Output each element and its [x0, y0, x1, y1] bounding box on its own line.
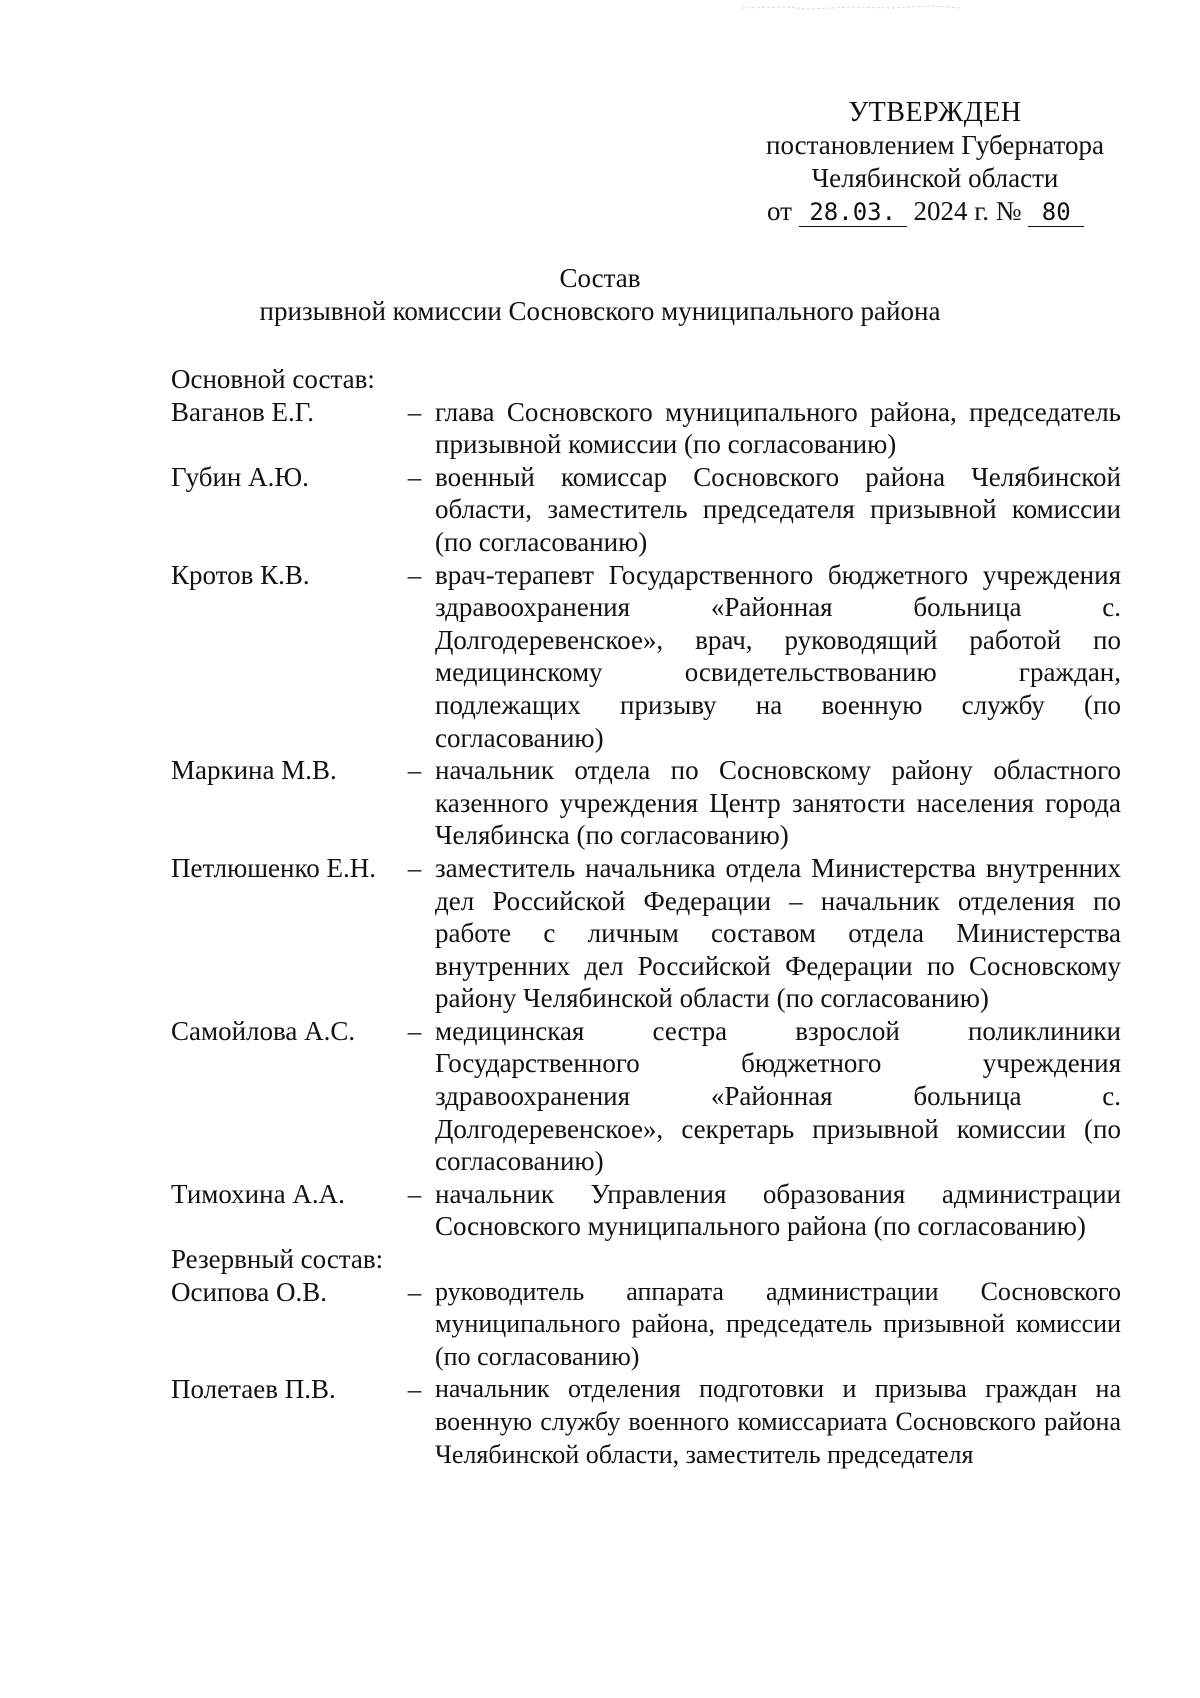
document-heading: [120, 262, 1080, 328]
year-number-text: 2024 г. №: [913, 196, 1022, 226]
reserve-section: [171, 1243, 1121, 1471]
member-name: Осипова О.В.: [171, 1276, 328, 1307]
approval-line-1: постановлением Губернатора: [766, 130, 1104, 160]
member-duty: врач-терапевт Государственного бюджетного учреждения здравоохранения «Районная больница с. Долгодеревенское», врач, руководящий работой по медицинскому освидетельствованию граждан, подлежащих призыву на военную службу (по согласованию): [435, 559, 1121, 753]
document-subtitle: призывной комиссии Сосновского муниципального района: [259, 296, 941, 326]
member-dash: –: [407, 396, 422, 427]
member-name: Тимохина А.А.: [171, 1178, 345, 1209]
main-members-list: [171, 396, 1121, 1243]
member-row: [171, 1276, 1121, 1374]
member-row: [171, 1373, 1121, 1471]
member-row: [171, 559, 1121, 755]
document-number: 80: [1028, 198, 1084, 227]
member-dash: –: [407, 1374, 422, 1405]
member-duty: начальник отдела по Сосновскому району областного казенного учреждения Центр занятости населения города Челябинска (по согласованию): [435, 755, 1121, 851]
member-dash: –: [407, 1178, 422, 1209]
member-duty: руководитель аппарата администрации Сосновского муниципального района, председатель призывной комиссии (по согласованию): [435, 1276, 1121, 1371]
member-duty: заместитель начальника отдела Министерства внутренних дел Российской Федерации – начальник отделения по работе с личным составом отдела Министерства внутренних дел Российской Федерации по Сосновскому району Челябинской области (по согласованию): [435, 852, 1121, 1014]
member-name: Маркина М.В.: [171, 755, 337, 786]
member-row: [171, 1015, 1121, 1178]
member-name: Губин А.Ю.: [171, 461, 309, 492]
approval-stamp-block: [735, 96, 1135, 228]
date-prefix: от: [767, 196, 792, 226]
member-row: [171, 396, 1121, 461]
member-name: Полетаев П.В.: [171, 1374, 336, 1405]
member-dash: –: [407, 559, 422, 590]
member-dash: –: [407, 852, 422, 883]
member-dash: –: [407, 755, 422, 786]
document-title: Состав: [559, 263, 641, 293]
member-name: Петлюшенко Е.Н.: [171, 852, 376, 883]
member-row: [171, 1178, 1121, 1243]
member-name: Самойлова А.С.: [171, 1015, 356, 1046]
member-duty: военный комиссар Сосновского района Челябинской области, заместитель председателя призывной комиссии (по согласованию): [435, 461, 1121, 557]
member-name: Кротов К.В.: [171, 559, 310, 590]
section-heading-main: Основной состав:: [171, 364, 375, 394]
member-duty: медицинская сестра взрослой поликлиники Государственного бюджетного учреждения здравоохранения «Районная больница с. Долгодеревенское», секретарь призывной комиссии (по согласованию): [435, 1015, 1121, 1177]
member-dash: –: [407, 461, 422, 492]
main-section: [171, 363, 1121, 1243]
member-dash: –: [407, 1276, 422, 1307]
approval-date-line: [735, 195, 1135, 228]
approval-line-2: Челябинской области: [811, 163, 1059, 193]
member-row: [171, 461, 1121, 559]
member-duty: глава Сосновского муниципального района, председатель призывной комиссии (по согласованию): [435, 396, 1121, 460]
member-row: [171, 852, 1121, 1015]
reserve-members-list: [171, 1276, 1121, 1472]
member-row: [171, 754, 1121, 852]
date-value: 28.03.: [799, 198, 907, 227]
commission-roster: [171, 363, 1121, 1471]
member-duty: начальник отделения подготовки и призыва граждан на военную службу военного комиссариата Сосновского района Челябинской области, заместитель председателя: [435, 1374, 1121, 1469]
scan-artifact: [742, 2, 962, 12]
member-duty: начальник Управления образования администрации Сосновского муниципального района (по согласованию): [435, 1178, 1121, 1242]
member-name: Ваганов Е.Г.: [171, 396, 315, 427]
section-heading-reserve: Резервный состав:: [171, 1244, 384, 1275]
member-dash: –: [407, 1015, 422, 1046]
approval-stamp: УТВЕРЖДЕН: [848, 97, 1022, 128]
